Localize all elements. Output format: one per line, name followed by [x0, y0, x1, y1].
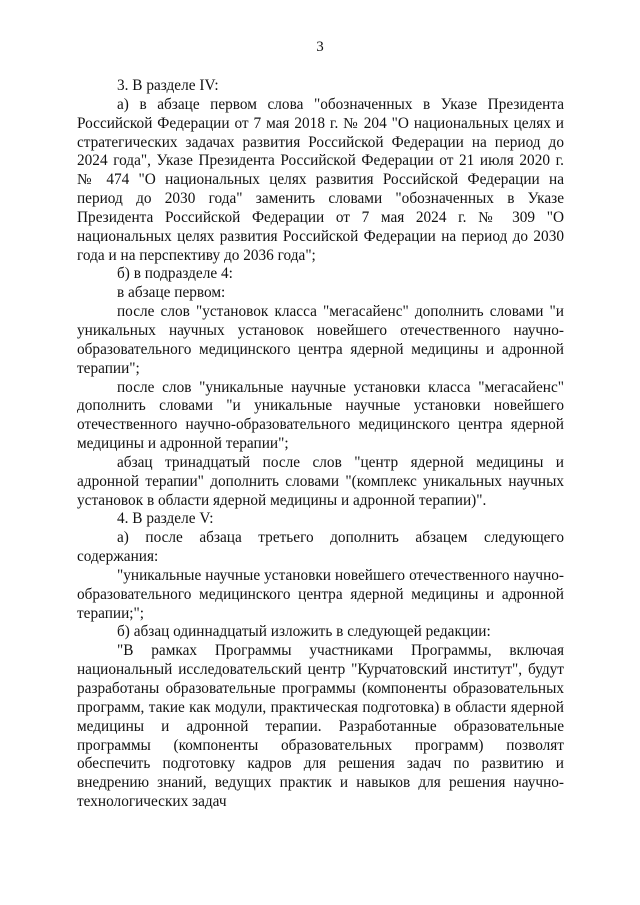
paragraph-quoted-program-text: "В рамках Программы участниками Программы, включая национальный исследовательский центр "Курчатовский институт", будут разработаны образовательные программы (компоненты образовательных программ, такие как модули, практическая подготовка) в области ядерной медицины и адронной терапии. Разработанные образовательные программы (компоненты образовательных программ) позволят обеспечить подготовку кадров для решения задач по развитию и внедрению знаний, ведущих практик и навыков для решения научно-технологических задач — [77, 642, 564, 811]
paragraph-section-iv-heading: 3. В разделе IV: — [117, 77, 219, 94]
paragraph-section-v-heading: 4. В разделе V: — [117, 510, 214, 528]
document-body — [77, 77, 564, 812]
paragraph-first-abzac: в абзаце первом: — [117, 284, 226, 302]
paragraph-quoted-unique-installations: "уникальные научные установки новейшего отечественного научно-образовательного медицинского центра ядерной медицины и адронной терапии;"; — [77, 566, 564, 622]
paragraph-item-a-decree-replacement: а) в абзаце первом слова "обозначенных в Указе Президента Российской Федерации от 7 мая 2018 г. № 204 "О национальных целях и стратегических задачах развития Российской Федерации на период до 2024 года", Указе Президента Российской Федерации от 21 июля 2020 г. № 474 "О национальных целях развития Российской Федерации на период до 2030 года" заменить словами "обозначенных в Указе Президента Российской Федерации от 7 мая 2024 г. № 309 "О национальных целях развития Российской Федерации на период до 2030 года и на перспективу до 2036 года"; — [77, 95, 564, 264]
paragraph-after-words-unikalnye: после слов "уникальные научные установки класса "мегасайенс" дополнить словами "и уникальные научные установки новейшего отечественного научно-образовательного медицинского центра ядерной медицины и адронной терапии"; — [77, 378, 564, 453]
page-number: 3 — [316, 39, 324, 55]
paragraph-thirteenth-abzac: абзац тринадцатый после слов "центр ядерной медицины и адронной терапии" дополнить словами "(комплекс уникальных научных установок в области ядерной медицины и адронной терапии)". — [77, 453, 564, 509]
paragraph-item-a-add-abzac: а) после абзаца третьего дополнить абзацем следующего содержания: — [77, 529, 564, 566]
paragraph-item-b-eleventh-abzac: б) абзац одиннадцатый изложить в следующей редакции: — [117, 623, 491, 641]
paragraph-item-b-subsection-4: б) в подразделе 4: — [117, 265, 233, 283]
paragraph-after-words-ustanovok: после слов "установок класса "мегасайенс" дополнить словами "и уникальных научных установок новейшего отечественного научно-образовательного медицинского центра ядерной медицины и адронной терапии"; — [77, 303, 564, 377]
